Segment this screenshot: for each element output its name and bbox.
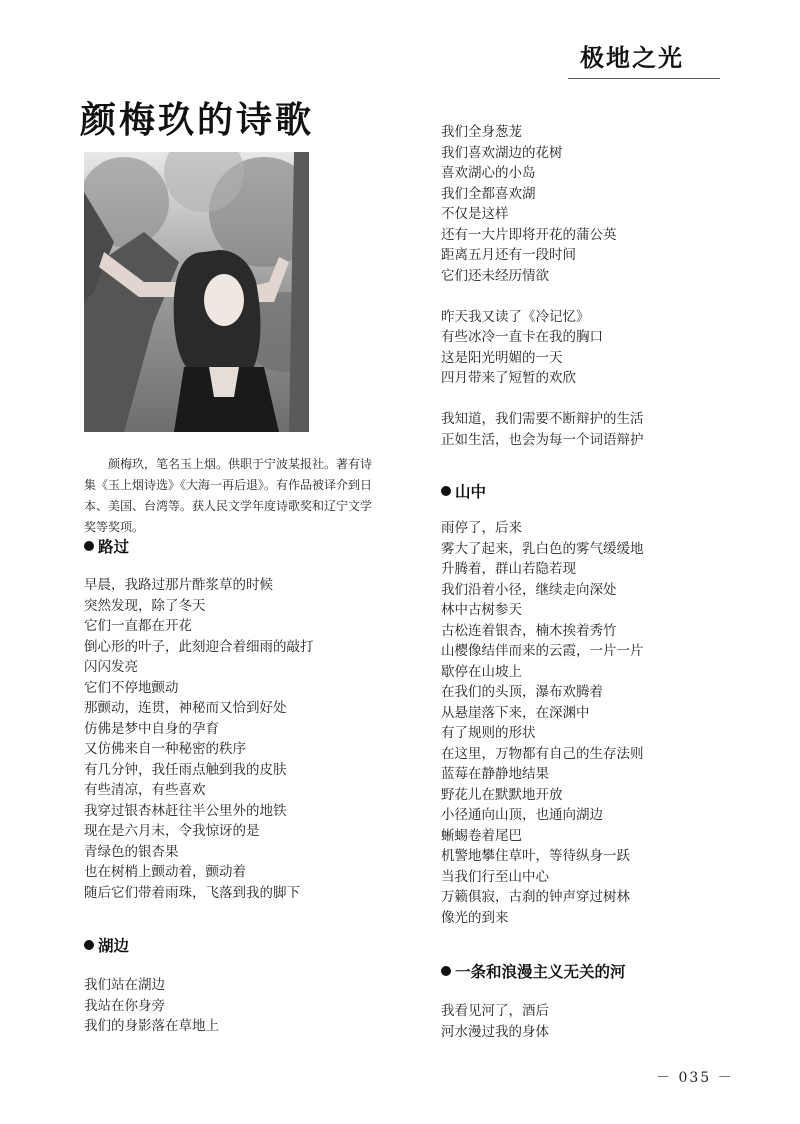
poem-line: 距离五月还有一段时间 <box>441 247 576 263</box>
author-photo <box>84 152 309 432</box>
poem-line: 野花儿在默默地开放 <box>441 786 563 803</box>
poem-line: 喜欢湖心的小岛 <box>441 165 536 181</box>
poem-line: 山樱像结伴而来的云霞，一片一片 <box>441 643 644 659</box>
poem-line: 它们不停地颤动 <box>84 679 179 696</box>
page-number: － 035 － <box>656 1070 734 1086</box>
poem-line: 我站在你身旁 <box>84 997 165 1014</box>
poem-line: 早晨，我路过那片酢浆草的时候 <box>84 577 273 593</box>
author-bio-caption: 颜梅玖，笔名玉上烟。供职于宁波某报社。著有诗集《玉上烟诗选》《大海一再后退》。有作品被译介到日本、美国、台湾等。获人民文学年度诗歌奖和辽宁文学奖等奖项。 <box>84 457 373 534</box>
poem-line: 我们的身影落在草地上 <box>84 1018 219 1034</box>
poem-line: 昨天我又读了《冷记忆》 <box>441 308 590 325</box>
poem-line: 它们还未经历情欲 <box>441 267 549 284</box>
poem-line: 像光的到来 <box>441 909 509 926</box>
poem-body-continued <box>441 122 644 450</box>
poem-line: 我们喜欢湖边的花树 <box>441 144 563 161</box>
poem-title: 一条和浪漫主义无关的河 <box>455 963 626 981</box>
poem-line: 古松连着银杏，楠木挨着秀竹 <box>441 622 617 639</box>
poem-line: 现在是六月末，令我惊讶的是 <box>84 823 260 839</box>
poem-line: 我穿过银杏林赶往半公里外的地铁 <box>84 802 287 819</box>
poem-line: 有了规则的形状 <box>441 725 536 741</box>
poem-line: 突然发现，除了冬天 <box>84 597 206 614</box>
column-name: 极地之光 <box>580 44 684 72</box>
poem-line: 我知道，我们需要不断辩护的生活 <box>441 411 644 427</box>
article-title: 颜梅玖的诗歌 <box>80 99 315 141</box>
poem-line: 万籁俱寂，古刹的钟声穿过树林 <box>441 889 630 905</box>
poem-line: 我们站在湖边 <box>84 977 165 993</box>
poem-line: 歇停在山坡上 <box>441 663 522 680</box>
poem-line: 有几分钟，我任雨点触到我的皮肤 <box>84 761 287 778</box>
poem-line: 在我们的头顶，瀑布欢腾着 <box>441 684 603 700</box>
poem-line: 仿佛是梦中自身的孕育 <box>84 720 219 737</box>
bullet-icon <box>84 940 94 950</box>
poem-line: 有些清凉，有些喜欢 <box>84 782 206 798</box>
poem-line: 河水漫过我的身体 <box>441 1023 549 1040</box>
poem-line: 在这里，万物都有自己的生存法则 <box>441 745 644 762</box>
poem-line: 林中古树参天 <box>441 602 522 618</box>
poem-line: 我们全身葱茏 <box>441 124 522 140</box>
poem-line: 雨停了，后来 <box>441 520 522 536</box>
poem-line: 从悬崖落下来，在深渊中 <box>441 704 590 721</box>
poem-line: 我们全都喜欢湖 <box>441 185 536 202</box>
poem-heading <box>441 960 626 982</box>
poem-line: 那颤动，连贯，神秘而又恰到好处 <box>84 700 287 716</box>
stanza-break <box>441 389 644 410</box>
poem-line: 升腾着，群山若隐若现 <box>441 561 576 577</box>
poem-line: 我看见河了，酒后 <box>441 1003 549 1019</box>
poem-heading <box>84 535 129 557</box>
poem-body <box>441 1001 549 1042</box>
poem-line: 四月带来了短暂的欢欣 <box>441 370 576 386</box>
poem-title: 山中 <box>455 483 487 501</box>
poem-line: 我们沿着小径，继续走向深处 <box>441 581 617 598</box>
poem-heading <box>441 480 486 502</box>
poem-body <box>84 975 219 1037</box>
bullet-icon <box>84 541 94 551</box>
poem-line: 正如生活，也会为每一个词语辩护 <box>441 431 644 448</box>
poem-title: 湖边 <box>98 937 130 955</box>
poem-body <box>84 575 314 903</box>
bullet-icon <box>441 966 451 976</box>
poem-line: 还有一大片即将开花的蒲公英 <box>441 226 617 243</box>
poem-line: 青绿色的银杏果 <box>84 843 179 860</box>
poem-line: 雾大了起来，乳白色的雾气缓缓地 <box>441 540 644 557</box>
poem-line: 蓝莓在静静地结果 <box>441 766 549 782</box>
poem-line: 它们一直都在开花 <box>84 618 192 634</box>
poem-line: 也在树梢上颤动着，颤动着 <box>84 864 246 880</box>
poem-line: 倒心形的叶子，此刻迎合着细雨的敲打 <box>84 638 314 655</box>
poem-line: 蜥蜴卷着尾巴 <box>441 827 522 844</box>
poem-line: 当我们行至山中心 <box>441 868 549 885</box>
bullet-icon <box>441 486 451 496</box>
poem-title: 路过 <box>98 538 130 556</box>
poem-line: 这是阳光明媚的一天 <box>441 349 563 366</box>
poem-line: 闪闪发亮 <box>84 659 138 675</box>
poem-line: 小径通向山顶，也通向湖边 <box>441 807 603 823</box>
poem-line: 有些冰冷一直卡在我的胸口 <box>441 329 603 345</box>
poem-line: 又仿佛来自一种秘密的秩序 <box>84 741 246 757</box>
header-rule <box>568 78 720 79</box>
poem-heading <box>84 934 129 956</box>
poem-line: 机警地攀住草叶，等待纵身一跃 <box>441 848 630 864</box>
poem-line: 不仅是这样 <box>441 206 509 222</box>
stanza-break <box>441 286 644 307</box>
poem-body <box>441 518 644 928</box>
poem-line: 随后它们带着雨珠，飞落到我的脚下 <box>84 884 300 901</box>
